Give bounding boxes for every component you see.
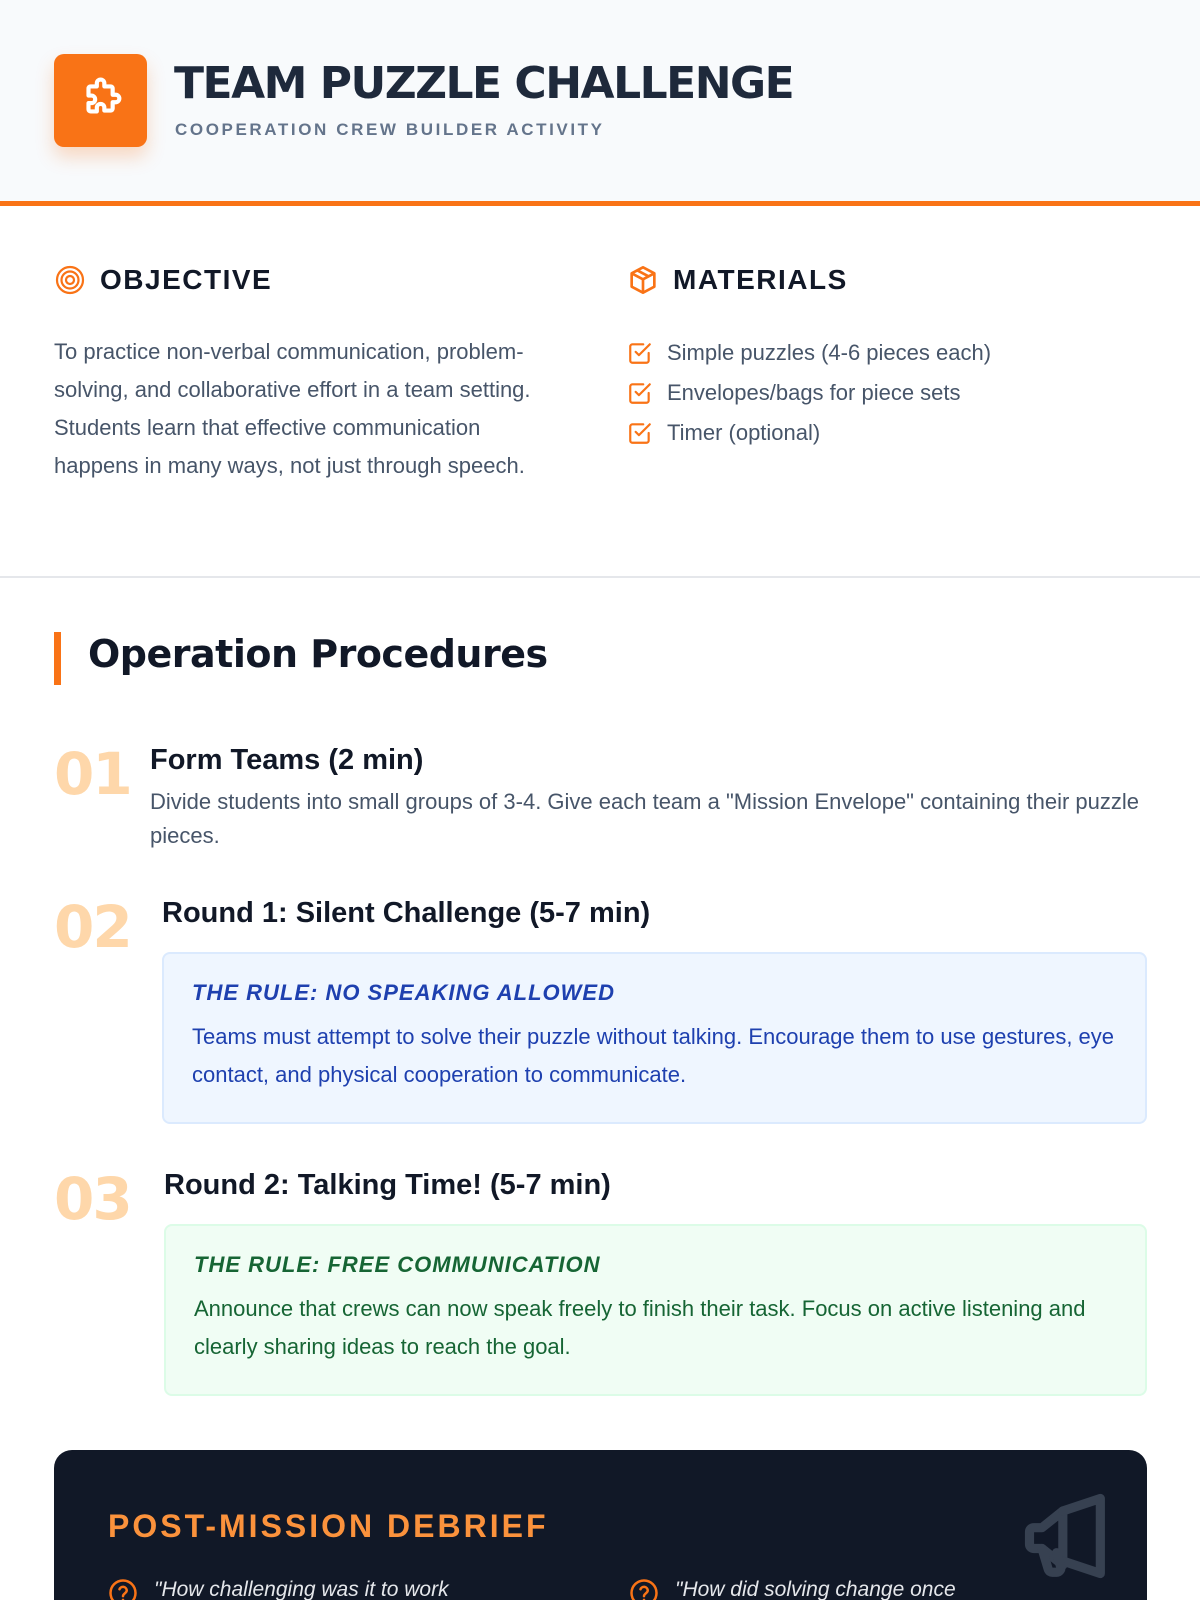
- step-number: 01: [54, 740, 131, 808]
- debrief-question: [108, 1578, 449, 1600]
- puzzle-icon: [76, 76, 126, 126]
- step-title: Round 2: Talking Time! (5-7 min): [164, 1169, 611, 1201]
- debrief-heading: POST-MISSION DEBRIEF: [108, 1508, 549, 1544]
- logo: [54, 54, 147, 147]
- step-description: Divide students into small groups of 3-4. Give each team a "Mission Envelope" containing their puzzle pieces.: [150, 789, 1140, 848]
- material-label: Envelopes/bags for piece sets: [667, 380, 961, 405]
- rule-label: THE RULE: NO SPEAKING ALLOWED: [192, 980, 615, 1005]
- megaphone-icon: [1017, 1486, 1117, 1586]
- debrief-question-text: "How challenging was it to work: [154, 1578, 449, 1600]
- debrief-question: [629, 1578, 956, 1600]
- material-label: Simple puzzles (4-6 pieces each): [667, 340, 992, 365]
- step-title: Form Teams (2 min): [150, 744, 424, 776]
- checkbox-checked-icon: [627, 420, 653, 446]
- step-number: 03: [54, 1165, 131, 1233]
- question-circle-icon: [629, 1578, 659, 1600]
- question-circle-icon: [108, 1578, 138, 1600]
- materials-heading: [627, 264, 848, 296]
- list-item: [627, 333, 991, 373]
- objective-heading: [54, 264, 272, 296]
- procedures-heading: Operation Procedures: [88, 632, 548, 676]
- rule-text: Teams must attempt to solve their puzzle without talking. Encourage them to use gestures, eye contact, and physical cooperation to communicate.: [192, 1024, 1115, 1087]
- box-icon: [627, 264, 659, 296]
- debrief-panel: [54, 1450, 1147, 1600]
- list-item: [627, 373, 991, 413]
- checkbox-checked-icon: [627, 380, 653, 406]
- objective-text: To practice non-verbal communication, problem-solving, and collaborative effort in a team setting. Students learn that effective communication happens in many ways, not just through speech.: [54, 339, 531, 478]
- rule-box-talking: [164, 1224, 1147, 1396]
- materials-heading-label: MATERIALS: [673, 264, 848, 295]
- rule-box-silent: [162, 952, 1147, 1124]
- rule-label: THE RULE: FREE COMMUNICATION: [194, 1252, 601, 1277]
- debrief-question-text: "How did solving change once: [675, 1578, 956, 1600]
- heading-accent-bar: [54, 632, 61, 685]
- step-number: 02: [54, 893, 131, 961]
- list-item: [627, 413, 991, 453]
- step-title: Round 1: Silent Challenge (5-7 min): [162, 897, 651, 929]
- header: [0, 0, 1200, 206]
- rule-text: Announce that crews can now speak freely to finish their task. Focus on active listening and clearly sharing ideas to reach the goal.: [194, 1296, 1086, 1359]
- target-icon: [54, 264, 86, 296]
- section-divider: [0, 576, 1200, 578]
- materials-list: [627, 333, 991, 453]
- page-title: TEAM PUZZLE CHALLENGE: [174, 58, 794, 109]
- objective-heading-label: OBJECTIVE: [100, 264, 273, 295]
- material-label: Timer (optional): [667, 420, 821, 445]
- checkbox-checked-icon: [627, 340, 653, 366]
- page-subtitle: COOPERATION CREW BUILDER ACTIVITY: [175, 120, 605, 139]
